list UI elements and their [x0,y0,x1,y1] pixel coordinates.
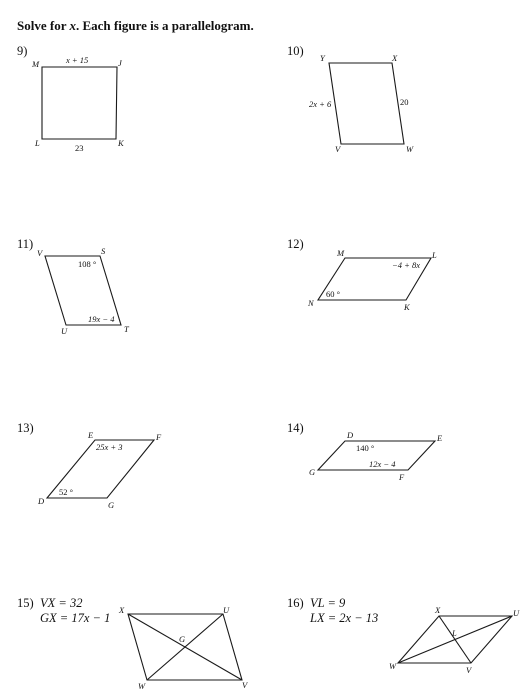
problem-number-12: 12) [287,237,304,251]
figure-15-diagonal-UW [147,614,223,680]
figure-12-vertex-L: L [432,250,437,260]
figure-15-parallelogram [118,605,249,691]
figure-9-label-bottom: 23 [75,143,84,153]
figure-13-vertex-F: F [156,432,162,442]
instructions: Solve for x. Each figure is a parallelogram. [17,18,254,33]
figure-14-label-bottom: 12x − 4 [369,459,396,469]
figure-9-outline [42,67,117,139]
figure-12-parallelogram [307,248,437,312]
problem-number-10: 10) [287,44,304,58]
figure-9-parallelogram [31,55,125,153]
figure-14-vertex-F: F [399,472,405,482]
figure-15-vertex-V: V [242,680,248,690]
figure-16-diagonal-UW [398,616,512,663]
figure-16-vertex-V: V [466,665,472,675]
figure-14-label-angle: 140 ° [356,443,375,453]
figure-15-center-G: G [179,634,186,644]
figure-11-vertex-U: U [61,326,68,336]
problem-number-9: 9) [17,44,28,58]
problem-15-given-2: GX = 17x − 1 [40,611,111,625]
figure-12-vertex-N: N [308,298,314,308]
figure-16-parallelogram [389,605,520,675]
figure-10-outline [329,63,404,144]
figure-14-vertex-D: D [347,430,354,440]
figure-10-vertex-W: W [406,144,414,154]
figure-11-label-bottom: 19x − 4 [88,314,115,324]
figure-15-vertex-W: W [138,681,146,691]
figure-11-parallelogram [37,246,130,336]
problem-16-given-1: VL = 9 [310,596,346,610]
figure-11-vertex-S: S [101,246,106,256]
figure-16-vertex-X: X [435,605,441,615]
figure-11-label-angle: 108 ° [78,259,97,269]
figure-12-vertex-K: K [404,302,410,312]
figure-10-label-left: 2x + 6 [309,99,332,109]
figure-9-vertex-L: L [35,138,40,148]
figure-16-vertex-U: U [513,608,520,618]
problem-number-14: 14) [287,421,304,435]
figure-13-label-top: 25x + 3 [96,442,123,452]
figure-16-center-L: L [452,628,457,638]
figure-15-vertex-X: X [119,605,125,615]
problem-number-11: 11) [17,237,34,251]
figure-13-parallelogram [37,430,162,510]
problem-16-given-2: LX = 2x − 13 [310,611,379,625]
figure-13-label-angle: 52 ° [59,487,74,497]
figure-10-vertex-X: X [392,53,398,63]
figure-10-label-right: 20 [400,97,409,107]
problem-number-15: 15) [17,596,34,610]
figure-14-vertex-E: E [437,433,443,443]
figure-9-vertex-K: K [118,138,124,148]
problem-number-13: 13) [17,421,34,435]
figure-13-vertex-G: G [108,500,115,510]
figure-12-label-angle: 60 ° [326,289,341,299]
figure-14-parallelogram [309,430,443,482]
figure-13-vertex-E: E [88,430,94,440]
figure-10-parallelogram [309,53,414,154]
figure-9-label-top: x + 15 [66,55,89,65]
figure-9-vertex-M: M [32,59,40,69]
figure-10-vertex-Y: Y [320,53,325,63]
figure-13-vertex-D: D [38,496,45,506]
figure-10-vertex-V: V [335,144,341,154]
figure-11-vertex-T: T [124,324,129,334]
figure-9-vertex-J: J [118,58,122,68]
figure-12-vertex-M: M [337,248,345,258]
figure-11-vertex-V: V [37,248,43,258]
figure-15-vertex-U: U [223,605,230,615]
figure-14-vertex-G: G [309,467,316,477]
problem-number-16: 16) [287,596,304,610]
figure-12-label-top: −4 + 8x [392,260,420,270]
figure-16-vertex-W: W [389,661,397,671]
problem-15-given-1: VX = 32 [40,596,83,610]
